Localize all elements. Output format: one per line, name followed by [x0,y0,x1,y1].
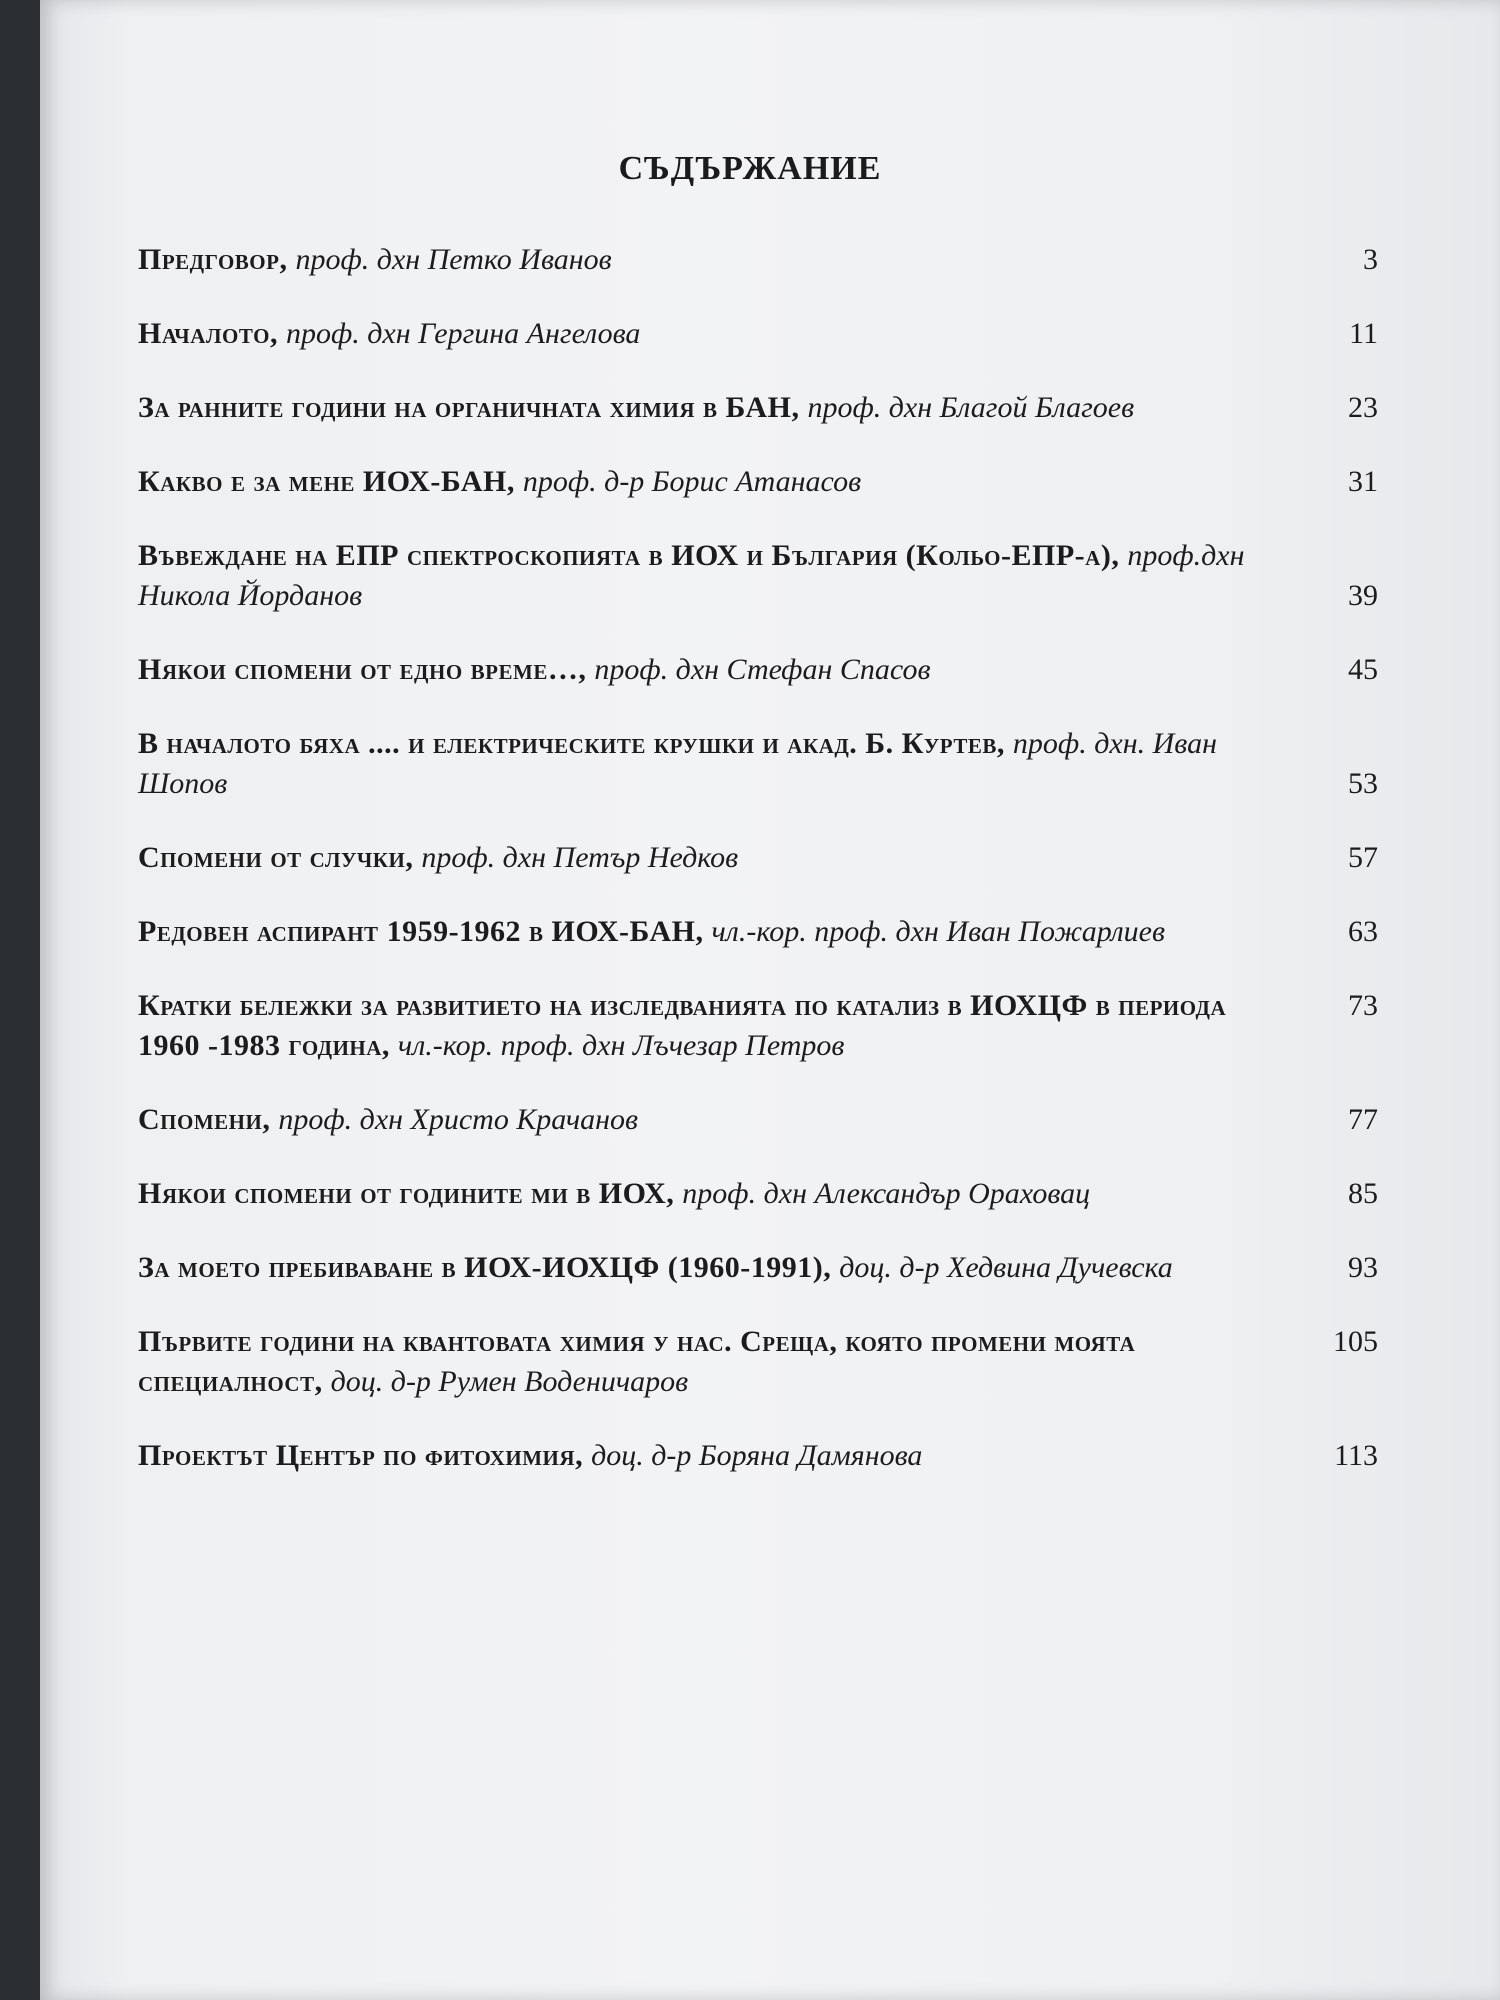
toc-entry-text [138,1174,1258,1214]
toc-entry-page-number: 53 [1348,767,1378,800]
toc-entry [138,388,1378,428]
toc-entry-text [138,838,1258,878]
toc-entry-separator: , [405,841,422,874]
toc-entry-title: Какво е за мене ИОХ-БАН [138,465,507,498]
toc-entry-author: доц. д-р Румен Воденичаров [330,1365,689,1398]
toc-entry-separator: , [506,465,523,498]
toc-entry-separator: , [695,915,712,948]
toc-entry-author: проф. дхн Стефан Спасов [594,653,931,686]
toc-entry-text [138,1322,1258,1402]
toc-entry-text [138,1436,1258,1476]
table-of-contents [138,240,1378,1510]
toc-entry-author: доц. д-р Хедвина Дучевска [839,1251,1173,1284]
toc-entry [138,536,1378,616]
toc-entry-separator: , [791,391,808,424]
toc-entry-page-number: 57 [1348,841,1378,874]
toc-entry-title: За ранните години на органичната химия в БАН [138,391,792,424]
toc-entry-page-number: 113 [1334,1439,1378,1472]
toc-entry-title: Редовен аспирант 1959-1962 в ИОХ-БАН [138,915,696,948]
toc-entry-author: проф. дхн Петър Недков [421,841,739,874]
toc-entry [138,650,1378,690]
toc-entry-author: проф. дхн Христо Крачанов [278,1103,639,1136]
toc-entry [138,724,1378,804]
toc-entry-author: доц. д-р Боряна Дамянова [591,1439,923,1472]
toc-entry-title: Някои спомени от едно време… [138,653,579,686]
toc-entry-separator: , [269,317,286,350]
toc-entry [138,314,1378,354]
toc-entry-page-number: 45 [1348,653,1378,686]
toc-entry-page-number: 23 [1348,391,1378,424]
toc-entry [138,986,1378,1066]
toc-entry-author: чл.-кор. проф. дхн Иван Пожарлиев [711,915,1165,948]
toc-entry [138,912,1378,952]
toc-entry-title: Кратки бележки за развитието на изследванията по катализ в ИОХЦФ в периода 1960 -1983 година [138,989,1227,1062]
toc-entry-title: Спомени от случки [138,841,406,874]
toc-entry [138,1100,1378,1140]
toc-entry-separator: , [996,727,1013,760]
toc-entry-author: проф. дхн Петко Иванов [295,243,612,276]
toc-entry-page-number: 39 [1348,579,1378,612]
toc-entry-author: чл.-кор. проф. дхн Лъчезар Петров [397,1029,845,1062]
toc-entry-page-number: 3 [1363,243,1378,276]
toc-entry-text [138,536,1258,616]
toc-entry [138,838,1378,878]
toc-entry-title: Първите години на квантовата химия у нас. Среща, която промени моята специалност [138,1325,1136,1398]
toc-entry-author: проф. д-р Борис Атанасов [522,465,862,498]
toc-entry-page-number: 105 [1333,1325,1378,1358]
toc-entry [138,462,1378,502]
toc-entry-page-number: 63 [1348,915,1378,948]
toc-entry [138,1248,1378,1288]
toc-entry-author: проф. дхн Гергина Ангелова [285,317,641,350]
toc-entry [138,1174,1378,1214]
toc-entry [138,1322,1378,1402]
toc-entry-separator: , [575,1439,592,1472]
toc-entry-page-number: 11 [1349,317,1378,350]
toc-entry-page-number: 93 [1348,1251,1378,1284]
toc-entry-text [138,240,1258,280]
toc-entry-text [138,1248,1258,1288]
toc-entry-author: проф. дхн Александър Ораховац [682,1177,1091,1210]
toc-entry-title: Някои спомени от годините ми в ИОХ [138,1177,667,1210]
toc-entry-separator: , [314,1365,331,1398]
toc-entry-page-number: 85 [1348,1177,1378,1210]
toc-entry [138,240,1378,280]
toc-entry-separator: , [666,1177,683,1210]
toc-entry-title: Въвеждане на ЕПР спектроскопията в ИОХ и България (Кольо-ЕПР-а) [138,539,1112,572]
toc-heading: СЪДЪРЖАНИЕ [618,150,882,187]
toc-entry-separator: , [381,1029,398,1062]
toc-entry-text [138,462,1258,502]
toc-entry-page-number: 77 [1348,1103,1378,1136]
toc-entry-title: За моето пребиваване в ИОХ-ИОХЦФ (1960-1991) [138,1251,824,1284]
toc-entry-separator: , [1111,539,1128,572]
toc-entry-text [138,986,1258,1066]
toc-entry-page-number: 31 [1348,465,1378,498]
toc-entry-text [138,650,1258,690]
toc-entry-title: Спомени [138,1103,263,1136]
toc-entry-text [138,1100,1258,1140]
toc-entry-title: Предговор [138,243,280,276]
toc-entry-text [138,388,1258,428]
toc-entry-text [138,912,1258,952]
toc-entry-separator: , [279,243,296,276]
toc-entry-text [138,724,1258,804]
toc-entry-page-number: 73 [1348,989,1378,1022]
toc-entry-title: В началото бяха .... и електрическите крушки и акад. Б. Куртев [138,727,997,760]
toc-entry-separator: , [262,1103,279,1136]
toc-entry-title: Проектът Център по фитохимия [138,1439,576,1472]
toc-entry-author: проф. дхн. Иван Шопов [138,727,1217,800]
toc-entry-text [138,314,1258,354]
toc-entry-author: проф.дхн Никола Йорданов [138,539,1245,612]
toc-entry-title: Началото [138,317,270,350]
toc-entry-separator: , [823,1251,840,1284]
toc-entry-separator: , [578,653,595,686]
toc-entry-author: проф. дхн Благой Благоев [807,391,1135,424]
toc-entry [138,1436,1378,1476]
